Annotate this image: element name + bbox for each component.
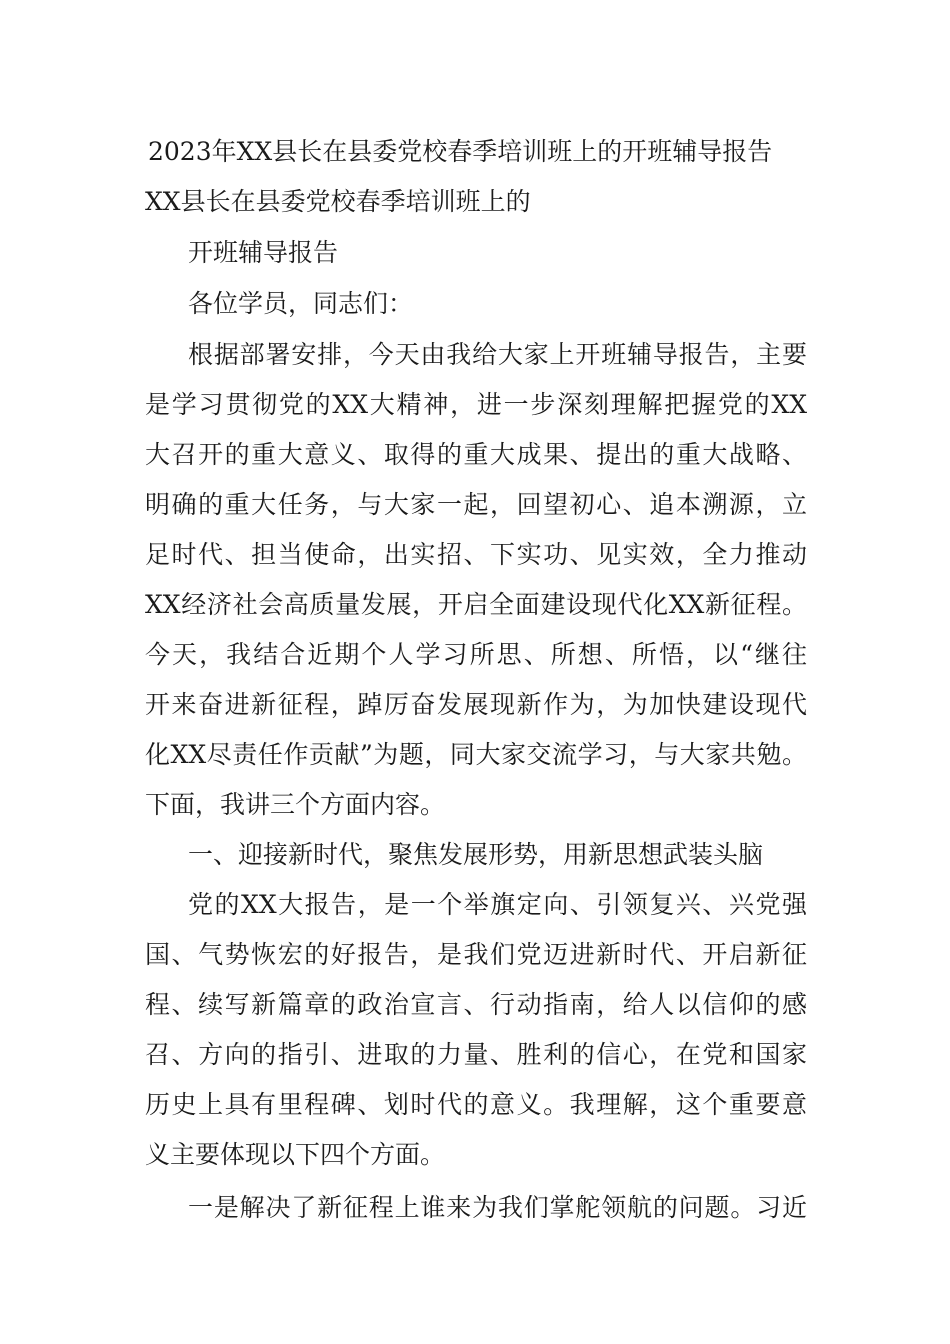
paragraph-line: 开来奋进新征程，踔厉奋发展现新作为，为加快建设现代: [145, 690, 807, 719]
paragraph-line: 一是解决了新征程上谁来为我们掌舵领航的问题。习近: [188, 1193, 807, 1222]
paragraph-line: 今天，我结合近期个人学习所思、所想、所悟，以“继往: [145, 640, 807, 669]
paragraph-line: 足时代、担当使命，出实招、下实功、见实效，全力推动: [145, 540, 807, 569]
greeting: 各位学员，同志们：: [188, 289, 414, 318]
paragraph-line: 化XX尽责任作贡献”为题，同大家交流学习，与大家共勉。: [145, 740, 807, 769]
subtitle-line: 开班辅导报告: [188, 238, 339, 267]
paragraph-line: 大召开的重大意义、取得的重大成果、提出的重大战略、: [145, 440, 807, 469]
paragraph-line: 召、方向的指引、进取的力量、胜利的信心，在党和国家: [145, 1040, 807, 1069]
paragraph-line: 明确的重大任务，与大家一起，回望初心、追本溯源，立: [145, 490, 807, 519]
paragraph-line: 程、续写新篇章的政治宣言、行动指南，给人以信仰的感: [145, 990, 807, 1019]
paragraph-line: 根据部署安排，今天由我给大家上开班辅导报告，主要: [188, 340, 807, 369]
paragraph-line: 历史上具有里程碑、划时代的意义。我理解，这个重要意: [145, 1090, 807, 1119]
document-title: 2023年XX县长在县委党校春季培训班上的开班辅导报告: [148, 137, 773, 166]
subtitle-line: XX县长在县委党校春季培训班上的: [145, 187, 531, 216]
paragraph-line: 国、气势恢宏的好报告，是我们党迈进新时代、开启新征: [145, 940, 807, 969]
document-body: [145, 177, 807, 1233]
paragraph-line: 下面，我讲三个方面内容。: [145, 790, 446, 819]
paragraph-line: XX经济社会高质量发展，开启全面建设现代化XX新征程。: [145, 590, 807, 619]
paragraph-line: 是学习贯彻党的XX大精神，进一步深刻理解把握党的XX: [145, 390, 807, 419]
paragraph-line: 党的XX大报告，是一个举旗定向、引领复兴、兴党强: [188, 890, 807, 919]
section-heading: 一、迎接新时代，聚焦发展形势，用新思想武装头脑: [188, 840, 764, 869]
paragraph-line: 义主要体现以下四个方面。: [145, 1140, 446, 1169]
